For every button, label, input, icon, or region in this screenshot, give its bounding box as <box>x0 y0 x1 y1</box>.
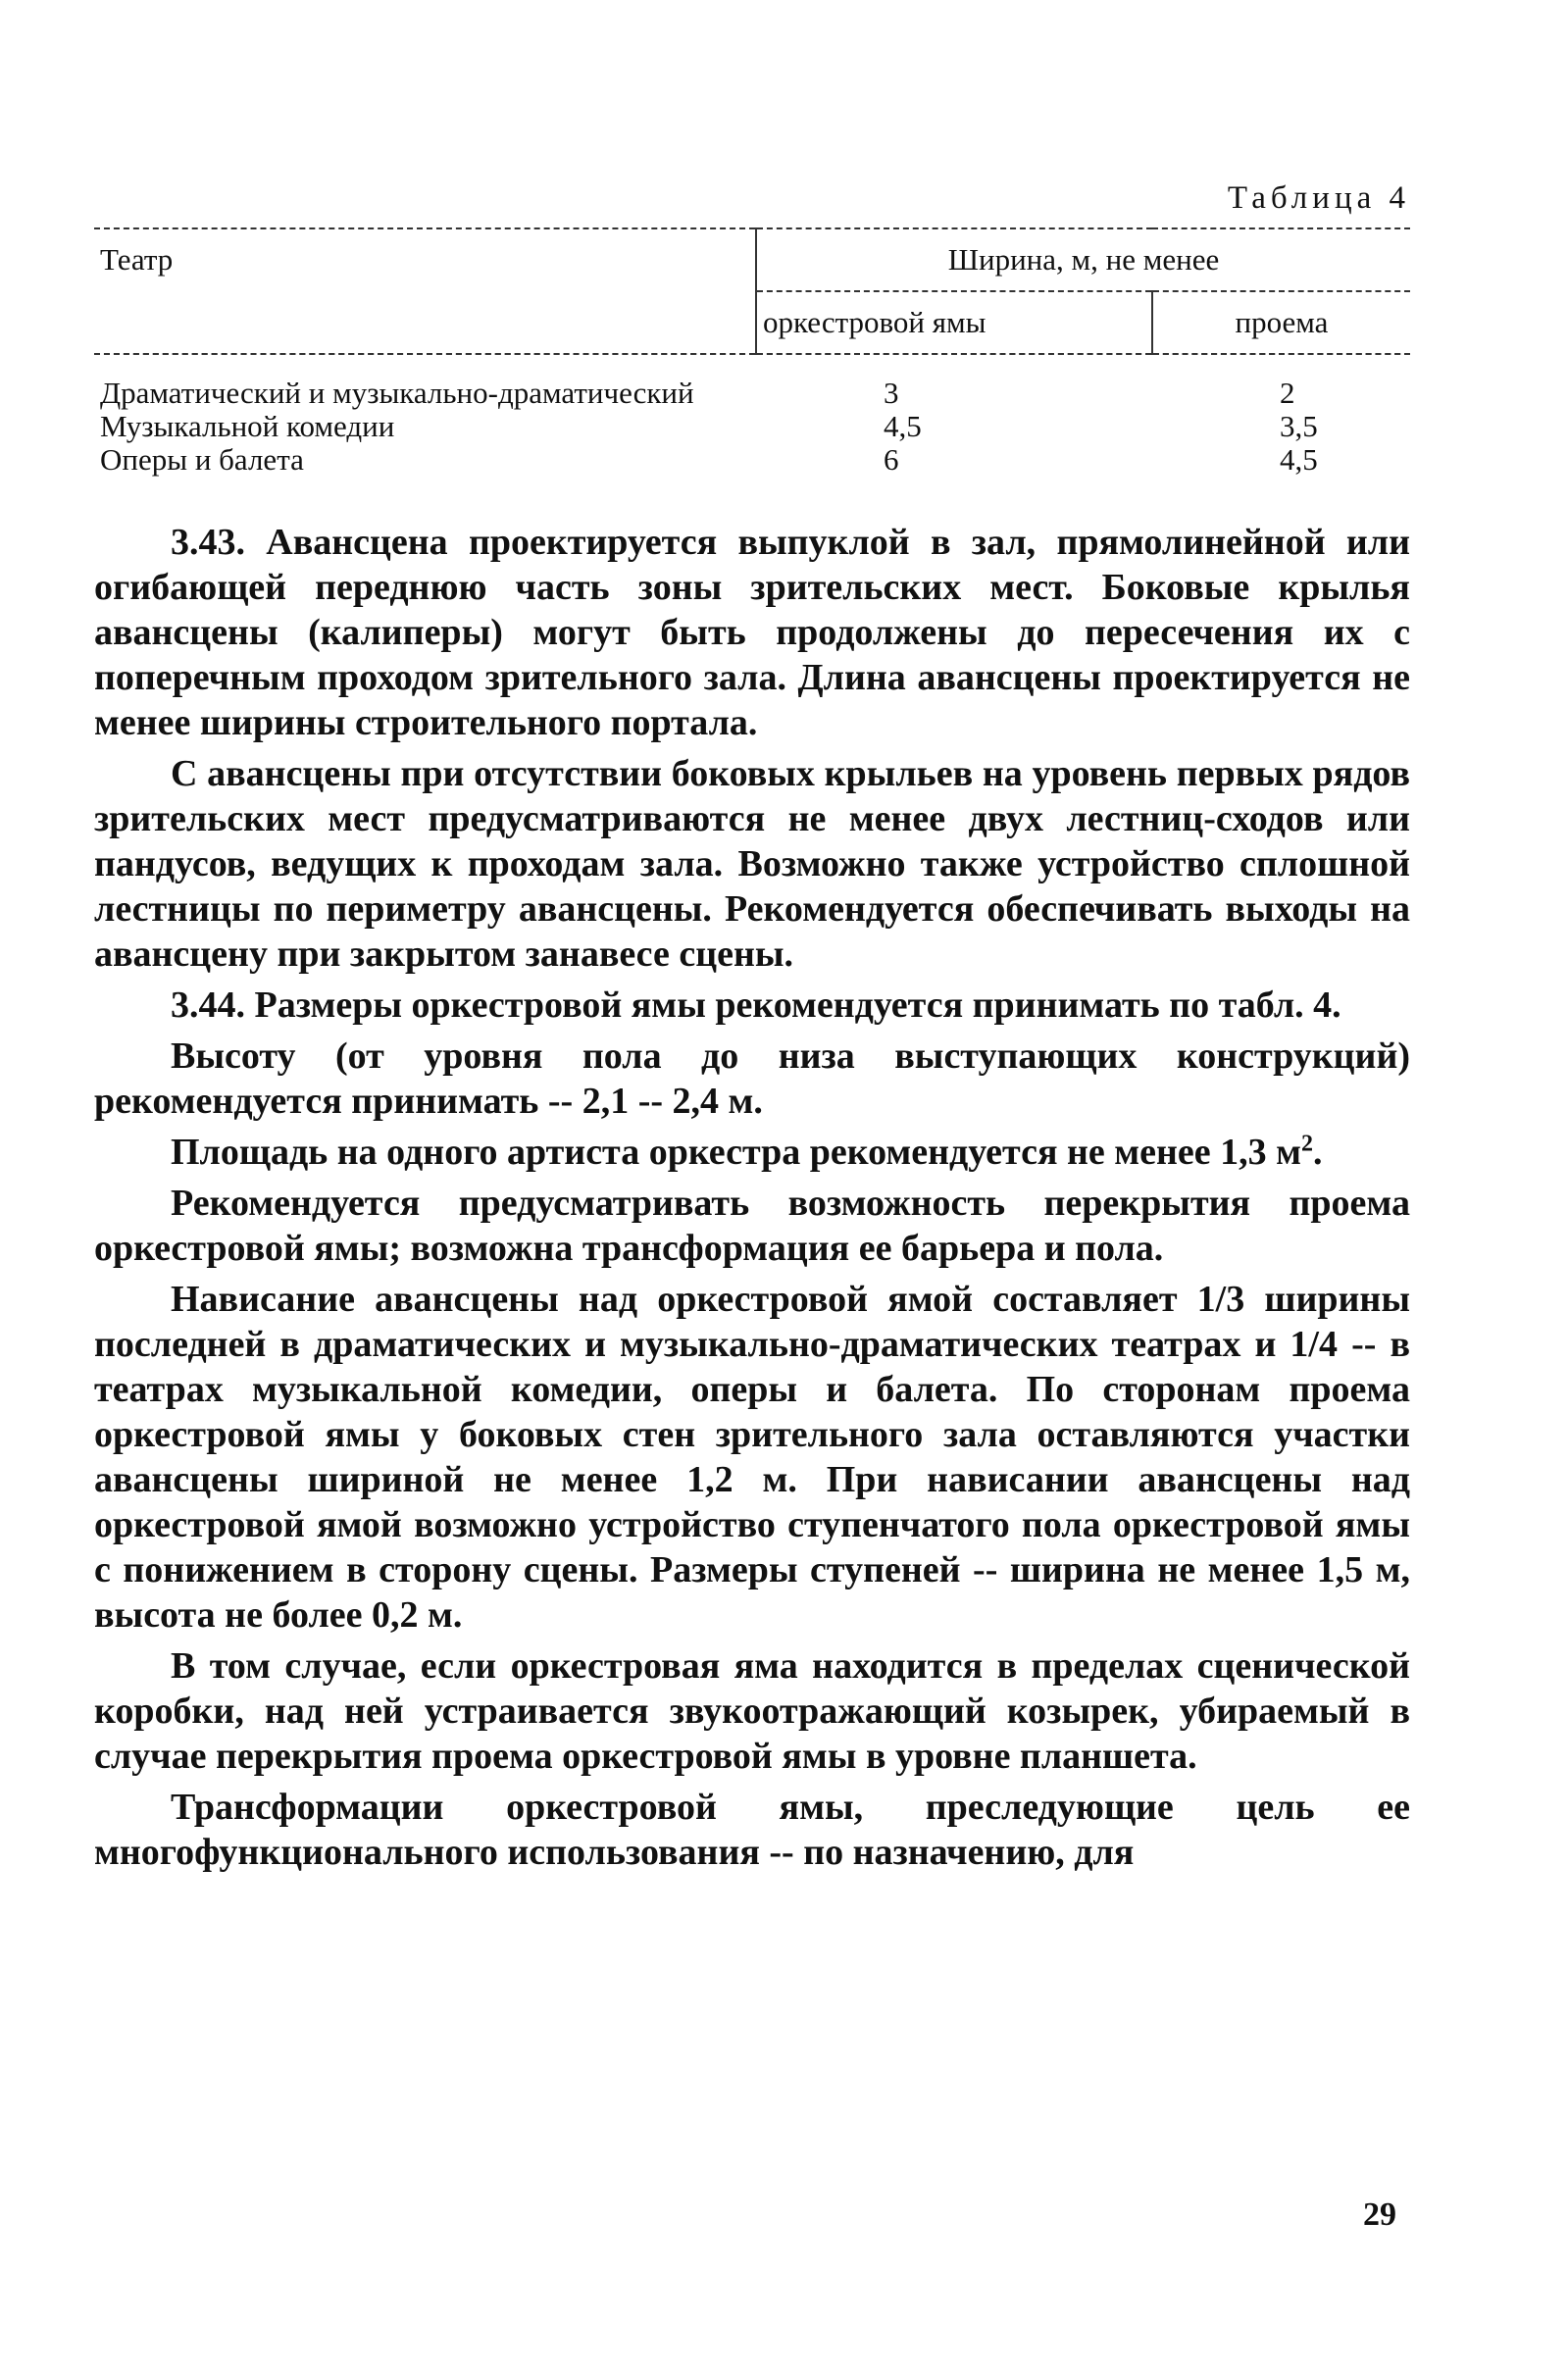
paragraph-text: Площадь на одного артиста оркестра рекомендуется не менее 1,3 м <box>171 1132 1302 1173</box>
row-pit: 4,5 <box>884 409 922 443</box>
orchestra-pit-table <box>94 227 1410 477</box>
table-caption: Таблица 4 <box>1227 180 1410 216</box>
page-number: 29 <box>1363 2196 1396 2233</box>
header-theatre: Театр <box>94 228 756 354</box>
header-orchestra-pit: оркестровой ямы <box>756 291 1152 354</box>
paragraph: В том случае, если оркестровая яма находится в пределах сценической коробки, над ней устраивается звукоотражающий козырек, убираемый в случае перекрытия проема оркестровой ямы в уровне планшета. <box>94 1645 1410 1777</box>
row-opening: 2 <box>1280 376 1295 410</box>
paragraph: Рекомендуется предусматривать возможность перекрытия проема оркестровой ямы; возможна трансформация ее барьера и пола. <box>94 1183 1410 1269</box>
header-width: Ширина, м, не менее <box>756 228 1410 291</box>
body-text <box>94 520 1410 1875</box>
row-pit: 3 <box>884 376 899 410</box>
row-theatre: Музыкальной комедии <box>100 409 395 443</box>
paragraph: 3.44. Размеры оркестровой ямы рекомендуется принимать по табл. 4. <box>171 984 1341 1026</box>
row-opening: 4,5 <box>1280 442 1318 477</box>
row-theatre: Драматический и музыкально-драматический <box>100 376 694 410</box>
header-opening: проема <box>1152 291 1410 354</box>
table-row <box>94 354 1410 410</box>
paragraph: Нависание авансцены над оркестровой ямой составляет 1/3 ширины последней в драматических и музыкально-драматических театрах и 1/4 -- в театрах музыкальной комедии, оперы и балета. По сторонам проема оркестровой ямы у боковых стен зрительного зала оставляются участки авансцены шириной не менее 1,2 м. При нависании авансцены над оркестровой ямой возможно устройство ступенчатого пола оркестровой ямы с понижением в сторону сцены. Размеры ступеней -- ширина не менее 1,5 м, высота не более 0,2 м. <box>94 1279 1410 1636</box>
document-page <box>94 177 1410 1881</box>
paragraph: Трансформации оркестровой ямы, преследующие цель ее многофункционального использования -- по назначению, для <box>94 1787 1410 1873</box>
paragraph: С авансцены при отсутствии боковых крыльев на уровень первых рядов зрительских мест предусматриваются не менее двух лестниц-сходов или пандусов, ведущих к проходам зала. Возможно также устройство сплошной лестницы по периметру авансцены. Рекомендуется обеспечивать выходы на авансцену при закрытом занавесе сцены. <box>94 753 1410 975</box>
paragraph: 3.43. Авансцена проектируется выпуклой в зал, прямолинейной или огибающей переднюю часть зоны зрительских мест. Боковые крылья авансцены (калиперы) могут быть продолжены до пересечения их с поперечным проходом зрительного зала. Длина авансцены проектируется не менее ширины строительного портала. <box>94 522 1410 743</box>
table-row <box>94 410 1410 443</box>
paragraph: Высоту (от уровня пола до низа выступающих конструкций) рекомендуется принимать -- 2,1 -- 2,4 м. <box>94 1035 1410 1122</box>
superscript: 2 <box>1301 1131 1314 1157</box>
table-row <box>94 443 1410 477</box>
row-pit: 6 <box>884 442 899 477</box>
paragraph <box>94 1130 1410 1175</box>
row-theatre: Оперы и балета <box>100 442 304 477</box>
row-opening: 3,5 <box>1280 409 1318 443</box>
paragraph-end: . <box>1313 1132 1323 1173</box>
